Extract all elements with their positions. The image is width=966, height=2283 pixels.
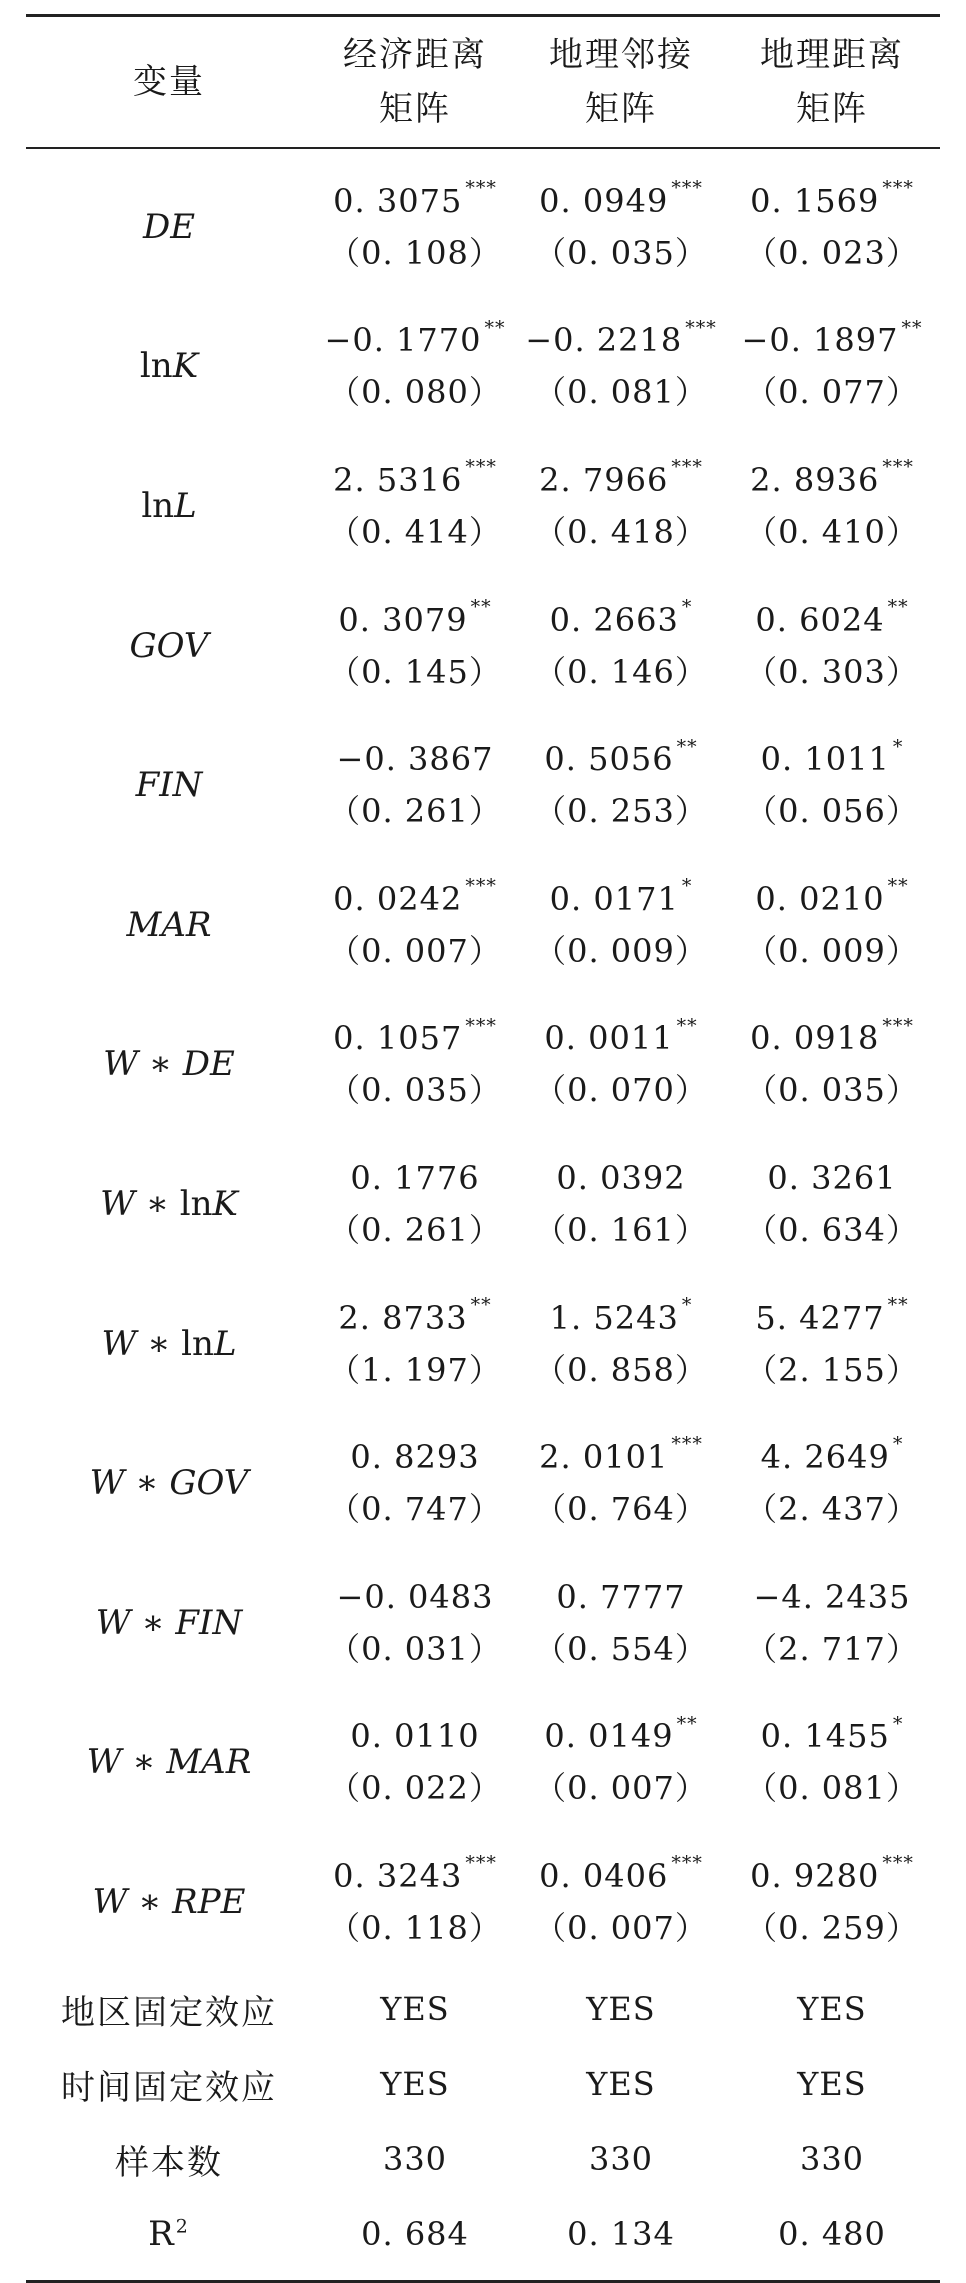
coefficient-value: 0. 1011 <box>760 740 890 779</box>
coefficient <box>325 314 506 366</box>
footer-label-cell <box>26 1972 312 2047</box>
footer-value-cell <box>518 2197 724 2272</box>
value-cell <box>312 576 518 716</box>
coefficient <box>742 314 923 366</box>
significance-stars: * <box>681 1293 693 1316</box>
coefficient-value: 0. 1776 <box>350 1158 480 1197</box>
footer-value: YES <box>586 1990 656 2029</box>
variable-name-symbol: W ∗ MAR <box>86 1742 252 1783</box>
footer-value-cell <box>312 1972 518 2047</box>
header-rule <box>26 147 940 149</box>
table-row <box>26 1413 940 1553</box>
coefficient <box>337 733 494 785</box>
footer-value-cell <box>518 2047 724 2122</box>
significance-stars: ** <box>484 316 506 339</box>
value-cell <box>312 1134 518 1274</box>
footer-value: 330 <box>799 2140 865 2179</box>
coefficient-value: −0. 0483 <box>336 1577 494 1616</box>
standard-error: （0. 418） <box>534 512 708 551</box>
standard-error: （1. 197） <box>328 1350 502 1389</box>
standard-error: （0. 261） <box>328 792 502 831</box>
footer-row <box>26 2197 940 2272</box>
value-cell <box>518 1274 724 1414</box>
variable-name <box>101 1324 236 1364</box>
significance-stars: *** <box>465 177 497 200</box>
footer-value: 330 <box>588 2140 654 2179</box>
value-cell <box>518 157 724 297</box>
table-row <box>26 1693 940 1833</box>
value-cell <box>724 1693 940 1833</box>
coefficient-value: 0. 0949 <box>539 181 669 220</box>
significance-stars: ** <box>470 1293 492 1316</box>
coefficient-value: 2. 5316 <box>333 460 463 499</box>
coefficient <box>556 1152 685 1204</box>
header-col-geographic <box>724 17 940 147</box>
variable-cell <box>26 1553 312 1693</box>
coefficient <box>544 1012 697 1064</box>
coefficient-value: 0. 0918 <box>750 1019 880 1058</box>
significance-stars: ** <box>887 595 909 618</box>
coefficient <box>338 1292 491 1344</box>
variable-name-symbol: W ∗ RPE <box>92 1881 246 1922</box>
footer-value: 0. 684 <box>361 2215 469 2254</box>
coefficient <box>350 1431 479 1483</box>
footer-label: 样本数 <box>115 2142 223 2183</box>
header-col1-line1: 经济距离 <box>343 35 487 75</box>
header-variable <box>26 17 312 147</box>
coefficient-value: 2. 8936 <box>750 460 880 499</box>
coefficient-value: 0. 0392 <box>556 1158 686 1197</box>
standard-error: （0. 108） <box>328 233 502 272</box>
variable-name-symbol: L <box>213 1323 237 1364</box>
footer-row <box>26 1972 940 2047</box>
coefficient <box>761 1431 904 1483</box>
coefficient-value: 1. 5243 <box>549 1298 679 1337</box>
standard-error: （0. 161） <box>534 1210 708 1249</box>
value-cell <box>724 1413 940 1553</box>
significance-stars: ** <box>887 1293 909 1316</box>
header-col-economic <box>312 17 518 147</box>
coefficient <box>539 454 703 506</box>
footer-row <box>26 2122 940 2197</box>
value-cell <box>724 576 940 716</box>
coefficient <box>337 1571 494 1623</box>
value-cell <box>724 995 940 1135</box>
footer-value: YES <box>797 2065 867 2104</box>
header-row <box>26 17 940 147</box>
coefficient-value: 0. 0149 <box>544 1717 674 1756</box>
standard-error: （2. 437） <box>745 1490 919 1529</box>
value-cell <box>724 436 940 576</box>
table-row <box>26 1553 940 1693</box>
coefficient <box>767 1152 896 1204</box>
variable-name-symbol: L <box>174 485 197 526</box>
variable-name-symbol: W ∗ FIN <box>95 1602 243 1643</box>
footer-label: 地区固定效应 <box>61 1992 277 2033</box>
standard-error: （0. 080） <box>328 373 502 412</box>
standard-error: （0. 081） <box>534 373 708 412</box>
significance-stars: ** <box>470 595 492 618</box>
significance-stars: ** <box>676 735 698 758</box>
footer-label-cell <box>26 2197 312 2272</box>
standard-error: （0. 031） <box>328 1629 502 1668</box>
footer-value: YES <box>380 1990 450 2029</box>
header-col1-line2: 矩阵 <box>379 89 451 129</box>
value-cell <box>518 855 724 995</box>
value-cell <box>312 1553 518 1693</box>
table-row <box>26 157 940 297</box>
variable-name <box>130 626 209 666</box>
significance-stars: *** <box>882 1014 914 1037</box>
variable-name-symbol: W ∗ DE <box>103 1044 235 1085</box>
significance-stars: * <box>681 875 693 898</box>
table-row <box>26 576 940 716</box>
coefficient <box>750 1850 914 1902</box>
value-cell <box>724 1832 940 1972</box>
significance-stars: *** <box>671 1852 703 1875</box>
value-cell <box>518 1553 724 1693</box>
significance-stars: *** <box>671 1433 703 1456</box>
coefficient <box>750 175 914 227</box>
significance-stars: * <box>892 735 904 758</box>
variable-name-symbol: K <box>172 346 199 387</box>
standard-error: （0. 035） <box>745 1071 919 1110</box>
footer-value-cell <box>312 2047 518 2122</box>
coefficient-value: 0. 8293 <box>350 1438 480 1477</box>
coefficient-value: 0. 9280 <box>750 1856 880 1895</box>
standard-error: （0. 747） <box>328 1490 502 1529</box>
significance-stars: *** <box>465 1014 497 1037</box>
footer-value-cell <box>724 2197 940 2272</box>
value-cell <box>312 297 518 437</box>
coefficient <box>761 1710 904 1762</box>
regression-table <box>26 14 940 2283</box>
significance-stars: *** <box>882 1852 914 1875</box>
standard-error: （0. 009） <box>745 931 919 970</box>
significance-stars: * <box>892 1712 904 1735</box>
variable-cell <box>26 157 312 297</box>
coefficient-value: 2. 8733 <box>338 1298 468 1337</box>
variable-name <box>140 346 198 386</box>
standard-error: （0. 035） <box>534 233 708 272</box>
footer-value-cell <box>724 2122 940 2197</box>
variable-name-symbol: MAR <box>126 904 212 945</box>
coefficient <box>539 1431 703 1483</box>
variable-name <box>96 1603 242 1643</box>
coefficient <box>754 1571 911 1623</box>
coefficient <box>556 1571 685 1623</box>
significance-stars: ** <box>901 316 923 339</box>
value-cell <box>518 1134 724 1274</box>
value-cell <box>312 715 518 855</box>
coefficient <box>333 1012 497 1064</box>
coefficient <box>761 733 904 785</box>
coefficient <box>755 1292 908 1344</box>
standard-error: （0. 118） <box>328 1908 502 1947</box>
coefficient-value: 0. 7777 <box>556 1577 686 1616</box>
value-cell <box>518 297 724 437</box>
footer-value-cell <box>312 2122 518 2197</box>
coefficient <box>755 873 908 925</box>
variable-cell <box>26 995 312 1135</box>
variable-cell <box>26 1134 312 1274</box>
variable-name <box>87 1742 252 1782</box>
header-col-adjacency <box>518 17 724 147</box>
standard-error: （0. 634） <box>745 1210 919 1249</box>
coefficient-value: 0. 1569 <box>750 181 880 220</box>
coefficient-value: −0. 1770 <box>324 321 482 360</box>
coefficient <box>350 1710 479 1762</box>
coefficient-value: 0. 2663 <box>549 600 679 639</box>
variable-cell <box>26 1832 312 1972</box>
standard-error: （0. 261） <box>328 1210 502 1249</box>
coefficient <box>350 1152 479 1204</box>
footer-label-cell <box>26 2047 312 2122</box>
significance-stars: *** <box>465 456 497 479</box>
value-cell <box>518 1832 724 1972</box>
coefficient <box>525 314 716 366</box>
footer-value: YES <box>586 2065 656 2104</box>
variable-cell <box>26 1693 312 1833</box>
value-cell <box>312 1832 518 1972</box>
variable-cell <box>26 1274 312 1414</box>
value-cell <box>518 715 724 855</box>
coefficient <box>333 454 497 506</box>
standard-error: （0. 253） <box>534 792 708 831</box>
variable-cell <box>26 715 312 855</box>
coefficient <box>550 1292 693 1344</box>
coefficient-value: 0. 1455 <box>760 1717 890 1756</box>
table-row <box>26 715 940 855</box>
significance-stars: *** <box>671 456 703 479</box>
value-cell <box>312 157 518 297</box>
standard-error: （0. 259） <box>745 1908 919 1947</box>
variable-name <box>100 1184 238 1224</box>
header-col3-line2: 矩阵 <box>796 89 868 129</box>
significance-stars: * <box>892 1433 904 1456</box>
value-cell <box>312 1693 518 1833</box>
footer-value: 330 <box>382 2140 448 2179</box>
footer-value: 0. 480 <box>778 2215 886 2254</box>
coefficient-value: 2. 0101 <box>539 1438 669 1477</box>
coefficient <box>750 454 914 506</box>
coefficient-value: −0. 3867 <box>336 740 494 779</box>
coefficient-value: 0. 1057 <box>333 1019 463 1058</box>
coefficient-value: 0. 6024 <box>755 600 885 639</box>
variable-name-symbol: K <box>212 1183 238 1224</box>
header-variable-label: 变量 <box>133 62 205 102</box>
footer-value-cell <box>518 2122 724 2197</box>
standard-error: （0. 007） <box>534 1769 708 1808</box>
standard-error: （0. 146） <box>534 652 708 691</box>
standard-error: （2. 717） <box>745 1629 919 1668</box>
footer-value-cell <box>724 1972 940 2047</box>
coefficient-value: 0. 0011 <box>544 1019 674 1058</box>
coefficient-value: 0. 3075 <box>333 181 463 220</box>
standard-error: （0. 303） <box>745 652 919 691</box>
variable-name <box>93 1882 246 1922</box>
variable-name-w: W ∗ <box>101 1323 182 1364</box>
variable-name-ln: ln <box>139 346 173 387</box>
header-col2-line2: 矩阵 <box>585 89 657 129</box>
variable-name-ln: ln <box>141 485 175 526</box>
coefficient-value: 0. 0171 <box>549 879 679 918</box>
coefficient-value: 5. 4277 <box>755 1298 885 1337</box>
footer-label: 时间固定效应 <box>61 2067 277 2108</box>
table-row <box>26 436 940 576</box>
variable-cell <box>26 436 312 576</box>
variable-name-ln: ln <box>181 1323 214 1364</box>
variable-cell <box>26 576 312 716</box>
table-row <box>26 1134 940 1274</box>
table-footer <box>26 1972 940 2272</box>
header-col2-line1: 地理邻接 <box>549 35 693 75</box>
r-squared-base: R <box>148 2214 176 2255</box>
variable-name-symbol: FIN <box>135 765 203 806</box>
value-cell <box>724 157 940 297</box>
value-cell <box>724 297 940 437</box>
value-cell <box>312 1274 518 1414</box>
variable-name-symbol: DE <box>142 206 196 247</box>
footer-value: YES <box>797 1990 867 2029</box>
footer-row <box>26 2047 940 2122</box>
standard-error: （0. 858） <box>534 1350 708 1389</box>
coefficient-value: 0. 0110 <box>350 1717 480 1756</box>
footer-value-cell <box>312 2197 518 2272</box>
coefficient <box>338 594 491 646</box>
significance-stars: *** <box>882 177 914 200</box>
r-squared-label <box>148 2214 190 2254</box>
variable-name <box>143 207 195 247</box>
standard-error: （0. 007） <box>328 931 502 970</box>
variable-name-ln: ln <box>179 1183 213 1224</box>
value-cell <box>312 436 518 576</box>
variable-name-symbol: W ∗ GOV <box>89 1463 249 1504</box>
significance-stars: *** <box>465 875 497 898</box>
standard-error: （2. 155） <box>745 1350 919 1389</box>
coefficient-value: 0. 0210 <box>755 879 885 918</box>
significance-stars: * <box>681 595 693 618</box>
coefficient-value: −0. 2218 <box>525 321 683 360</box>
value-cell <box>518 995 724 1135</box>
coefficient <box>333 873 497 925</box>
r-squared-sup: 2 <box>175 2215 190 2238</box>
footer-value-cell <box>518 1972 724 2047</box>
significance-stars: *** <box>671 177 703 200</box>
coefficient <box>544 1710 697 1762</box>
standard-error: （0. 081） <box>745 1769 919 1808</box>
standard-error: （0. 145） <box>328 652 502 691</box>
significance-stars: *** <box>685 316 717 339</box>
coefficient <box>333 1850 497 1902</box>
standard-error: （0. 554） <box>534 1629 708 1668</box>
value-cell <box>518 1413 724 1553</box>
value-cell <box>724 1134 940 1274</box>
significance-stars: ** <box>676 1712 698 1735</box>
standard-error: （0. 414） <box>328 512 502 551</box>
value-cell <box>312 855 518 995</box>
value-cell <box>312 1413 518 1553</box>
standard-error: （0. 410） <box>745 512 919 551</box>
standard-error: （0. 070） <box>534 1071 708 1110</box>
variable-name <box>90 1463 249 1503</box>
variable-name <box>103 1044 235 1084</box>
value-cell <box>518 1693 724 1833</box>
coefficient-value: 2. 7966 <box>539 460 669 499</box>
value-cell <box>724 1274 940 1414</box>
standard-error: （0. 009） <box>534 931 708 970</box>
bottom-rule <box>26 2280 940 2283</box>
table-body <box>26 157 940 1972</box>
footer-label-cell <box>26 2122 312 2197</box>
standard-error: （0. 007） <box>534 1908 708 1947</box>
coefficient <box>550 873 693 925</box>
variable-name-symbol: GOV <box>129 625 209 666</box>
coefficient <box>544 733 697 785</box>
value-cell <box>724 855 940 995</box>
coefficient-value: 0. 3243 <box>333 1856 463 1895</box>
variable-cell <box>26 1413 312 1553</box>
coefficient-value: 0. 5056 <box>544 740 674 779</box>
table-row <box>26 1832 940 1972</box>
table-row <box>26 297 940 437</box>
table-row <box>26 855 940 995</box>
variable-name-w: W ∗ <box>100 1183 180 1224</box>
variable-name <box>127 905 212 945</box>
table-row <box>26 995 940 1135</box>
table-row <box>26 1274 940 1414</box>
significance-stars: ** <box>887 875 909 898</box>
coefficient-value: −0. 1897 <box>741 321 899 360</box>
coefficient <box>750 1012 914 1064</box>
value-cell <box>312 995 518 1135</box>
significance-stars: ** <box>676 1014 698 1037</box>
significance-stars: *** <box>465 1852 497 1875</box>
coefficient-value: 4. 2649 <box>760 1438 890 1477</box>
coefficient-value: 0. 0242 <box>333 879 463 918</box>
coefficient-value: 0. 0406 <box>539 1856 669 1895</box>
coefficient <box>755 594 908 646</box>
variable-name <box>136 765 203 805</box>
value-cell <box>724 715 940 855</box>
value-cell <box>518 436 724 576</box>
value-cell <box>724 1553 940 1693</box>
variable-name <box>141 486 196 526</box>
footer-value: 0. 134 <box>567 2215 675 2254</box>
coefficient <box>539 1850 703 1902</box>
coefficient <box>550 594 693 646</box>
footer-value: YES <box>380 2065 450 2104</box>
coefficient <box>539 175 703 227</box>
value-cell <box>518 576 724 716</box>
standard-error: （0. 056） <box>745 792 919 831</box>
variable-cell <box>26 297 312 437</box>
footer-value-cell <box>724 2047 940 2122</box>
significance-stars: *** <box>882 456 914 479</box>
standard-error: （0. 077） <box>745 373 919 412</box>
coefficient-value: 0. 3261 <box>767 1158 897 1197</box>
coefficient-value: 0. 3079 <box>338 600 468 639</box>
coefficient <box>333 175 497 227</box>
standard-error: （0. 764） <box>534 1490 708 1529</box>
variable-cell <box>26 855 312 995</box>
header-col3-line1: 地理距离 <box>760 35 904 75</box>
coefficient-value: −4. 2435 <box>753 1577 911 1616</box>
standard-error: （0. 023） <box>745 233 919 272</box>
standard-error: （0. 022） <box>328 1769 502 1808</box>
standard-error: （0. 035） <box>328 1071 502 1110</box>
